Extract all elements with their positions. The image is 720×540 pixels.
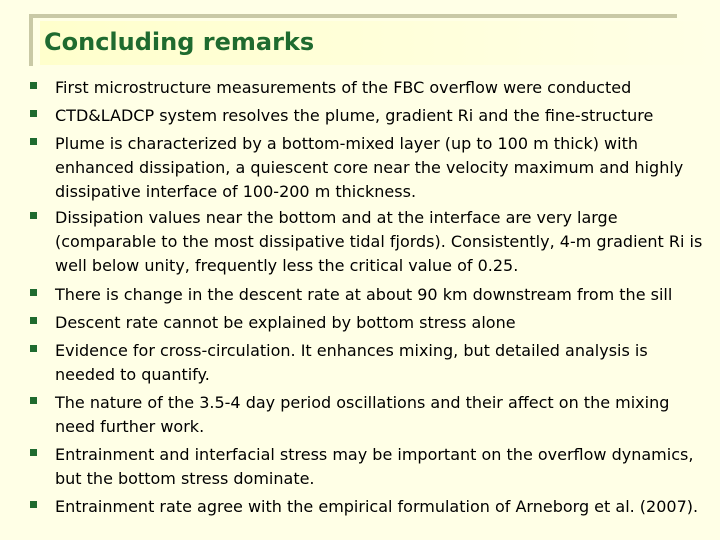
bullet-text: There is change in the descent rate at about 90 km downstream from the sill: [55, 285, 673, 304]
bullet-text: Evidence for cross-circulation. It enhances mixing, but detailed analysis is needed to quantify.: [55, 341, 648, 384]
square-bullet-icon: [30, 501, 37, 508]
square-bullet-icon: [30, 317, 37, 324]
bullet-text: Descent rate cannot be explained by bottom stress alone: [55, 313, 516, 332]
bullet-text: Dissipation values near the bottom and at the interface are very large (comparable to the most dissipative tidal fjords). Consistently, 4-m gradient Ri is well below unity, frequently less the critical value of 0.25.: [55, 208, 703, 275]
bullet-text: Entrainment rate agree with the empirical formulation of Arneborg et al. (2007).: [55, 497, 699, 516]
slide-title: Concluding remarks: [44, 28, 315, 56]
bullet-text: Plume is characterized by a bottom-mixed layer (up to 100 m thick) with enhanced dissipation, a quiescent core near the velocity maximum and highly dissipative interface of 100-200 m thickness.: [55, 134, 684, 201]
bullet-text: Entrainment and interfacial stress may be important on the overflow dynamics, but the bottom stress dominate.: [55, 445, 694, 488]
bullet-text: First microstructure measurements of the FBC overflow were conducted: [55, 78, 632, 97]
square-bullet-icon: [30, 110, 37, 117]
square-bullet-icon: [30, 289, 37, 296]
square-bullet-icon: [30, 449, 37, 456]
square-bullet-icon: [30, 397, 37, 404]
square-bullet-icon: [30, 138, 37, 145]
bullet-text: The nature of the 3.5-4 day period oscillations and their affect on the mixing need further work.: [55, 393, 670, 436]
square-bullet-icon: [30, 345, 37, 352]
square-bullet-icon: [30, 212, 37, 219]
bullet-text: CTD&LADCP system resolves the plume, gradient Ri and the fine-structure: [55, 106, 654, 125]
square-bullet-icon: [30, 82, 37, 89]
